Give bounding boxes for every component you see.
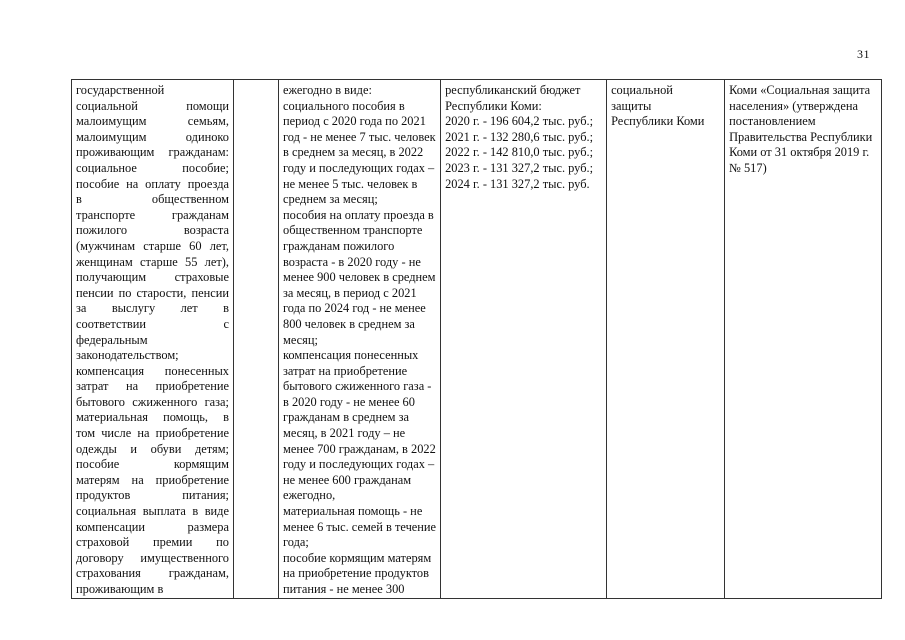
- text-line: затрат на приобретение: [76, 379, 229, 394]
- text-line: компенсация понесенных: [283, 348, 419, 363]
- text-line: получающим страховые: [76, 270, 229, 285]
- text-line: социальная выплата в виде: [76, 504, 229, 519]
- page-number: 31: [857, 47, 870, 61]
- text-line: республиканский бюджет: [445, 83, 581, 97]
- text-line: компенсация понесенных: [76, 363, 229, 378]
- text-line: менее 700 гражданам, в 2022: [283, 441, 436, 456]
- text-line: среднем за месяц;: [283, 192, 378, 207]
- text-line: в 2020 году - не менее 60: [283, 394, 415, 409]
- funding-cell: [441, 80, 607, 599]
- text-line: законодательством;: [76, 348, 179, 363]
- text-line: защиты: [611, 98, 652, 113]
- text-line: гражданам пожилого: [283, 238, 395, 253]
- text-line: соответствии с: [76, 316, 229, 331]
- text-line: в среднем за месяц, в 2022: [283, 145, 424, 160]
- measure-text: [72, 80, 233, 598]
- text-line: ежегодно,: [283, 488, 336, 503]
- text-line: бытового сжиженного газа;: [76, 394, 229, 409]
- text-line: социальной помощи: [76, 98, 229, 113]
- text-line: за выслугу лет в: [76, 301, 229, 316]
- text-line: Коми от 31 октября 2019 г.: [729, 145, 870, 160]
- text-line: пожилого возраста: [76, 223, 229, 238]
- text-line: социального пособия в: [283, 98, 405, 113]
- text-line: страхования гражданам,: [76, 566, 229, 581]
- program-table: [71, 79, 882, 599]
- text-line: 2024 г. - 131 327,2 тыс. руб.: [445, 176, 590, 191]
- text-line: пособия на оплату проезда в: [283, 207, 434, 222]
- executor-text: [607, 80, 724, 130]
- text-line: малоимущим одиноко: [76, 129, 229, 144]
- text-line: населения» (утверждена: [729, 98, 858, 113]
- text-line: Республики Коми:: [445, 98, 542, 113]
- text-line: пособие кормящим матерям: [283, 550, 432, 565]
- indicator-cell: [279, 80, 441, 599]
- text-line: в общественном: [76, 192, 229, 207]
- text-line: году и последующих годах –: [283, 457, 435, 472]
- text-line: малоимущим семьям,: [76, 114, 229, 129]
- text-line: года;: [283, 535, 309, 550]
- text-line: пенсии по старости, пенсии: [76, 285, 229, 300]
- text-line: социальной: [611, 83, 673, 97]
- text-line: 800 человек в среднем за: [283, 316, 415, 331]
- text-line: одежды и обуви детям;: [76, 441, 229, 456]
- text-line: договору имущественного: [76, 550, 229, 565]
- text-line: затрат на приобретение: [283, 363, 408, 378]
- text-line: месяц;: [283, 332, 318, 347]
- measure-cell: [72, 80, 234, 599]
- text-line: период с 2020 года по 2021: [283, 114, 426, 129]
- executor-cell: [607, 80, 725, 599]
- text-line: год - не менее 7 тыс. человек: [283, 129, 436, 144]
- indicator-text: [279, 80, 440, 598]
- text-line: транспорте гражданам: [76, 207, 229, 222]
- text-line: социальное пособие;: [76, 160, 229, 175]
- text-line: материальная помощь - не: [283, 504, 423, 519]
- text-line: менее 900 человек в среднем: [283, 270, 436, 285]
- text-line: женщинам старше 55 лет),: [76, 254, 229, 269]
- text-line: матерям на приобретение: [76, 472, 229, 487]
- text-line: года по 2024 год - не менее: [283, 301, 426, 316]
- text-line: том числе на приобретение: [76, 426, 229, 441]
- text-line: Республики Коми: [611, 114, 705, 129]
- text-line: проживающим в: [76, 582, 164, 596]
- funding-text: [441, 80, 606, 192]
- text-line: 2023 г. - 131 327,2 тыс. руб.;: [445, 160, 594, 175]
- text-line: страховой премии по: [76, 535, 229, 550]
- text-line: общественном транспорте: [283, 223, 423, 238]
- text-line: пособие кормящим: [76, 457, 229, 472]
- basis-text: [725, 80, 881, 177]
- table-row: [72, 80, 882, 599]
- text-line: году и последующих годах –: [283, 160, 435, 175]
- text-line: не менее 5 тыс. человек в: [283, 176, 418, 191]
- text-line: Правительства Республики: [729, 129, 873, 144]
- text-line: 2020 г. - 196 604,2 тыс. руб.;: [445, 114, 594, 129]
- text-line: менее 6 тыс. семей в течение: [283, 519, 437, 534]
- basis-cell: [725, 80, 882, 599]
- text-line: за месяц, в период с 2021: [283, 285, 417, 300]
- text-line: гражданам в среднем за: [283, 410, 409, 425]
- text-line: ежегодно в виде:: [283, 83, 372, 97]
- empty-cell: [234, 80, 279, 599]
- text-line: компенсации размера: [76, 519, 229, 534]
- text-line: месяц, в 2021 году – не: [283, 426, 406, 441]
- text-line: питания - не менее 300: [283, 582, 405, 596]
- text-line: (мужчинам старше 60 лет,: [76, 238, 229, 253]
- text-line: постановлением: [729, 114, 816, 129]
- text-line: пособие на оплату проезда: [76, 176, 229, 191]
- text-line: на приобретение продуктов: [283, 566, 429, 581]
- text-line: 2022 г. - 142 810,0 тыс. руб.;: [445, 145, 594, 160]
- text-line: государственной: [76, 83, 165, 97]
- text-line: не менее 600 гражданам: [283, 472, 412, 487]
- text-line: продуктов питания;: [76, 488, 229, 503]
- text-line: проживающим гражданам:: [76, 145, 229, 160]
- text-line: бытового сжиженного газа -: [283, 379, 432, 394]
- text-line: возраста - в 2020 году - не: [283, 254, 421, 269]
- text-line: материальная помощь, в: [76, 410, 229, 425]
- text-line: федеральным: [76, 332, 148, 347]
- text-line: 2021 г. - 132 280,6 тыс. руб.;: [445, 129, 594, 144]
- text-line: Коми «Социальная защита: [729, 83, 871, 97]
- text-line: № 517): [729, 160, 767, 175]
